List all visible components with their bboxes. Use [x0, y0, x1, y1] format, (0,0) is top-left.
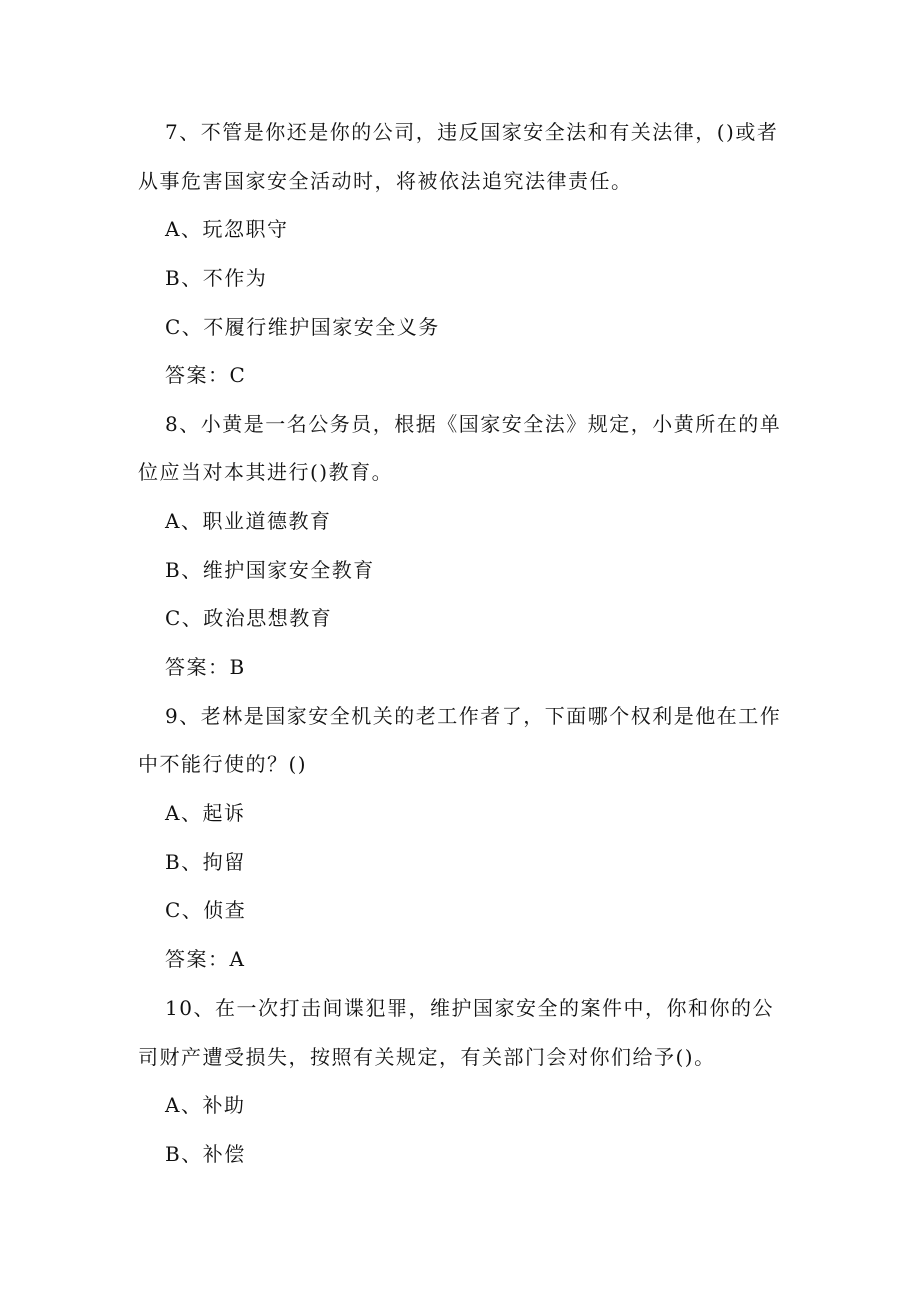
question-9-answer: 答案：A — [165, 947, 246, 971]
question-10-stem-line-1: 10、在一次打击间谍犯罪，维护国家安全的案件中，你和你的公 — [165, 996, 774, 1020]
question-9-option-c: C、侦查 — [165, 898, 247, 922]
question-8-option-c: C、政治思想教育 — [165, 606, 333, 630]
question-9-stem-line-1: 9、老林是国家安全机关的老工作者了，下面哪个权利是他在工作 — [165, 704, 782, 728]
question-8-stem-line-2: 位应当对本其进行()教育。 — [138, 460, 394, 484]
question-10-option-a: A、补助 — [165, 1093, 246, 1117]
question-7-stem-line-1: 7、不管是你还是你的公司，违反国家安全法和有关法律，()或者 — [165, 120, 779, 144]
question-7-stem-line-2: 从事危害国家安全活动时，将被依法追究法律责任。 — [138, 169, 633, 193]
question-9-option-b: B、拘留 — [165, 850, 246, 874]
question-9-stem-line-2: 中不能行使的？() — [138, 752, 308, 776]
question-7-option-a: A、玩忽职守 — [165, 217, 289, 241]
question-8-stem-line-1: 8、小黄是一名公务员，根据《国家安全法》规定，小黄所在的单 — [165, 412, 782, 436]
question-9-option-a: A、起诉 — [165, 801, 246, 825]
question-8-answer: 答案：B — [165, 655, 246, 679]
question-7-option-b: B、不作为 — [165, 266, 268, 290]
question-8-option-a: A、职业道德教育 — [165, 509, 332, 533]
question-10-stem-line-2: 司财产遭受损失，按照有关规定，有关部门会对你们给予()。 — [138, 1045, 716, 1069]
question-7-option-c: C、不履行维护国家安全义务 — [165, 315, 440, 339]
question-8-option-b: B、维护国家安全教育 — [165, 558, 375, 582]
question-7-answer: 答案：C — [165, 363, 247, 387]
question-10-option-b: B、补偿 — [165, 1142, 246, 1166]
